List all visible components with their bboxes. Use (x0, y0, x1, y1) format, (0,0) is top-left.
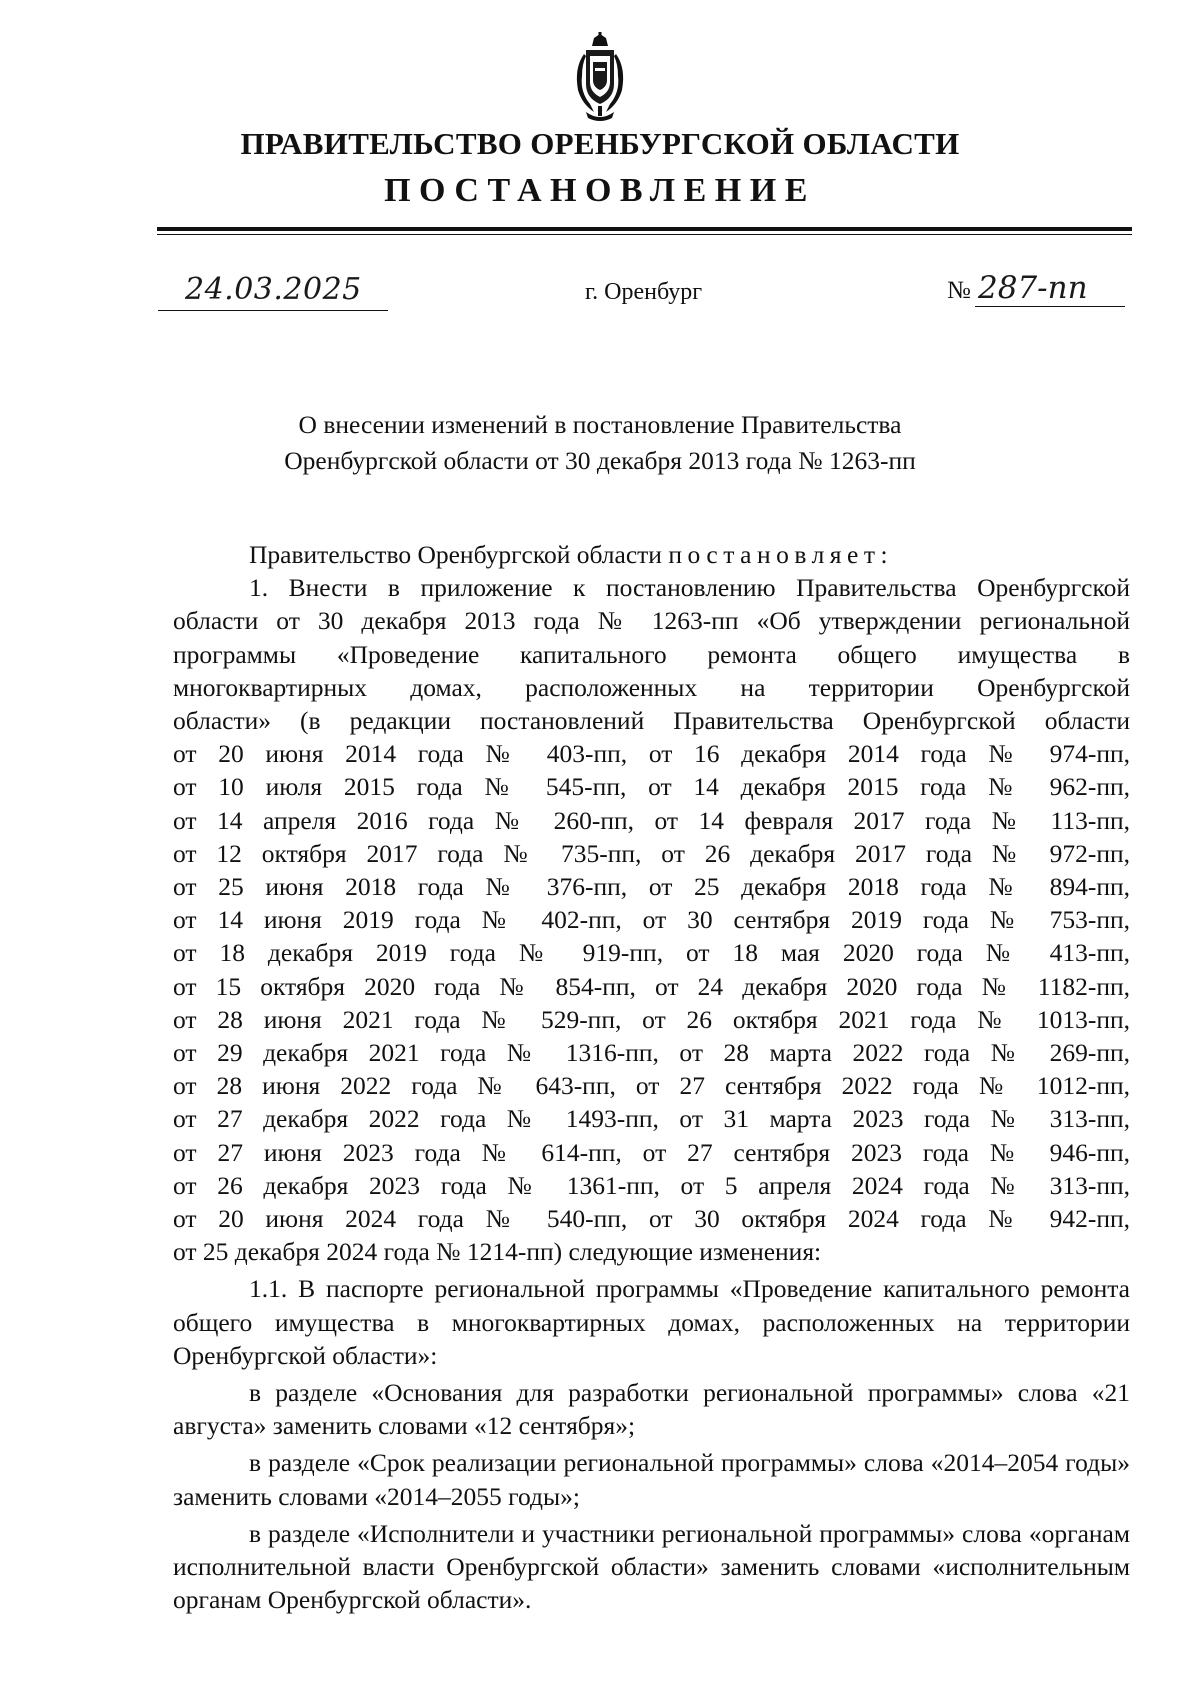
preamble-resolves: постановляет: (668, 540, 894, 569)
subject-line: Оренбургской области от 30 декабря 2013 года № 1263-пп (284, 446, 916, 475)
change-paragraph: в разделе «Срок реализации региональной программы» слова «2014–2054 годы» заменить словами «2014–2055 годы»; (173, 1448, 1130, 1511)
number-underline (975, 306, 1125, 307)
item-1-line: от 10 июля 2015 года № 545-пп, от 14 декабря 2015 года № 962-пп, (173, 772, 1130, 802)
change-paragraph: в разделе «Исполнители и участники региональной программы» слова «органам исполнительной власти Оренбургской области» заменить словами «исполнительным органам Оренбургской области». (173, 1518, 1130, 1615)
preamble-text: Правительство Оренбургской области (249, 540, 662, 569)
date-underline (158, 310, 388, 311)
item-1-line: многоквартирных домах, расположенных на территории Оренбургской (173, 672, 1130, 702)
header-divider-thin (157, 234, 1132, 235)
government-title: ПРАВИТЕЛЬСТВО ОРЕНБУРГСКОЙ ОБЛАСТИ (240, 126, 960, 161)
item-1-line: от 28 июня 2021 года № 529-пп, от 26 октября 2021 года № 1013-пп, (173, 1004, 1130, 1034)
item-1-1: 1.1. В паспорте региональной программы «Проведение капитального ремонта общего имущества в многоквартирных домах, расположенных на территории Оренбургской области»: (173, 1274, 1130, 1370)
item-1-line: от 18 декабря 2019 года № 919-пп, от 18 мая 2020 года № 413-пп, (173, 938, 1130, 968)
document-subject (0, 407, 1200, 479)
item-1-line: от 12 октября 2017 года № 735-пп, от 26 декабря 2017 года № 972-пп, (173, 838, 1130, 868)
item-1-line: от 27 июня 2023 года № 614-пп, от 27 сентября 2023 года № 946-пп, (173, 1137, 1130, 1167)
item-1-line: от 29 декабря 2021 года № 1316-пп, от 28 марта 2022 года № 269-пп, (173, 1038, 1130, 1068)
item-1-line: от 20 июня 2024 года № 540-пп, от 30 октября 2024 года № 942-пп, (173, 1204, 1130, 1234)
header-divider (157, 227, 1132, 231)
item-1-line: от 25 декабря 2024 года № 1214-пп) следующие изменения: (173, 1237, 822, 1267)
item-1-line: от 20 июня 2014 года № 403-пп, от 16 декабря 2014 года № 974-пп, (173, 739, 1130, 769)
number-sign: № (947, 277, 971, 304)
document-number: 287-пп (978, 270, 1088, 306)
item-1-line: от 14 июня 2019 года № 402-пп, от 30 сентября 2019 года № 753-пп, (173, 905, 1130, 935)
item-1-line: области» (в редакции постановлений Правительства Оренбургской области (173, 706, 1130, 736)
document-type-title: ПОСТАНОВЛЕНИЕ (384, 172, 816, 209)
item-1-line: программы «Проведение капитального ремонта общего имущества в (173, 639, 1130, 669)
subject-line: О внесении изменений в постановление Правительства (298, 410, 902, 439)
item-1-line: от 25 июня 2018 года № 376-пп, от 25 декабря 2018 года № 894-пп, (173, 872, 1130, 902)
document-city: г. Оренбург (585, 279, 703, 305)
item-1-line: 1. Внести в приложение к постановлению Правительства Оренбургской (249, 573, 1130, 603)
preamble (173, 538, 1130, 571)
item-1 (173, 571, 1130, 1268)
item-1-line: от 14 апреля 2016 года № 260-пп, от 14 февраля 2017 года № 113-пп, (173, 805, 1130, 835)
item-1-line: от 15 октября 2020 года № 854-пп, от 24 декабря 2020 года № 1182-пп, (173, 971, 1130, 1001)
item-1-line: от 26 декабря 2023 года № 1361-пп, от 5 апреля 2024 года № 313-пп, (173, 1170, 1130, 1200)
item-1-line: области от 30 декабря 2013 года № 1263-пп «Об утверждении региональной (173, 606, 1130, 636)
item-1-line: от 28 июня 2022 года № 643-пп, от 27 сентября 2022 года № 1012-пп, (173, 1071, 1130, 1101)
document-date: 24.03.2025 (185, 272, 362, 307)
document-body (173, 538, 1130, 1617)
item-1-line: от 27 декабря 2022 года № 1493-пп, от 31 марта 2023 года № 313-пп, (173, 1104, 1130, 1134)
change-paragraph: в разделе «Основания для разработки региональной программы» слова «21 августа» заменить словами «12 сентября»; (173, 1378, 1130, 1441)
coat-of-arms-icon (568, 32, 632, 124)
